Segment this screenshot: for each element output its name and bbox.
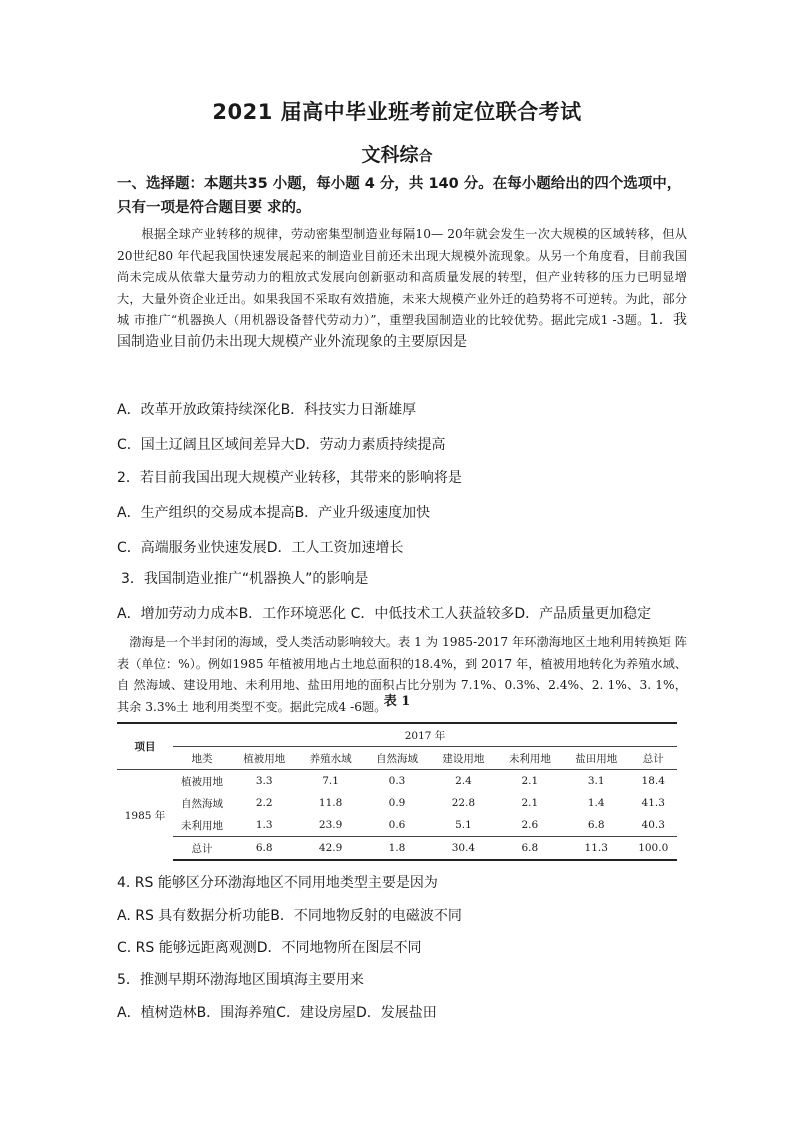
q2-options-row-1: A．生产组织的交易成本提高B．产业升级速度加快 <box>117 505 431 521</box>
table-cell: 11.8 <box>318 797 343 809</box>
q2-options-row-2: C．高端服务业快速发展D．工人工资加速增长 <box>117 540 404 556</box>
table-cell: 18.4 <box>629 770 677 793</box>
table-cell: 40.3 <box>641 819 665 831</box>
table-cell: 1.3 <box>255 819 273 831</box>
passage-1 <box>117 224 687 353</box>
table-row <box>117 814 677 837</box>
table-cell: 7.1 <box>297 770 363 793</box>
year-1985-label: 1985 年 <box>117 770 173 861</box>
table-cell: 6.8 <box>587 819 605 831</box>
exam-title: 2021 届高中毕业班考前定位联合考试 <box>212 100 582 124</box>
table-cell: 3.3 <box>231 770 297 793</box>
exam-subject <box>0 140 794 167</box>
question-5-stem: 5．推测早期环渤海地区围填海主要用来 <box>117 972 364 988</box>
year-2017-header: 2017 年 <box>173 723 677 747</box>
row-label: 自然海域 <box>181 797 223 810</box>
column-header: 总计 <box>629 747 677 770</box>
passage-2: 渤海是一个半封闭的海域，受人类活动影响较大。表 1 为 1985-2017 年环渤海地区土地利用转换矩 阵表（单位：%）。例如1985 年植被用地占土地总面积的18.4%，到 2017 年，植被用地转化为养殖水域、自 然海域、建设用地、未利用地、盐田用地的面积占比分别为 7.1%、0.3%、2.4%、2. 1%、3. 1%，其余 3.3%土 地利用类型不变。据此完成4 -6题。 <box>117 635 687 714</box>
q1-options-row-2: C．国土辽阔且区域间差异大D．劳动力素质持续提高 <box>117 437 446 453</box>
question-2-stem: 2．若目前我国出现大规模产业转移，其带来的影响将是 <box>117 470 462 486</box>
landtype-header: 地类 <box>173 747 231 770</box>
q1-options-row-1: A．改革开放政策持续深化B．科技实力日渐雄厚 <box>117 402 417 418</box>
q4-options-row-1: A. RS 具有数据分析功能B．不同地物反射的电磁波不同 <box>117 908 462 924</box>
table-row <box>117 792 677 814</box>
table-cell: 11.3 <box>563 837 629 861</box>
table-cell: 5.1 <box>455 819 472 831</box>
table-cell: 30.4 <box>430 837 496 861</box>
column-header: 盐田用地 <box>563 747 629 770</box>
subject-tail: 合 <box>418 149 433 165</box>
table-cell: 2.2 <box>255 797 273 809</box>
table-cell: 1.4 <box>587 797 605 809</box>
row-label: 植被用地 <box>173 770 231 793</box>
table-corner-cell: 项目 <box>117 723 173 770</box>
land-use-transfer-table <box>117 722 677 861</box>
question-4-stem: 4. RS 能够区分环渤海地区不同用地类型主要是因为 <box>117 875 438 891</box>
row-label: 总计 <box>173 837 231 861</box>
column-header: 植被用地 <box>231 747 297 770</box>
q4-options-row-2: C. RS 能够远距离观测D．不同地物所在图层不同 <box>117 940 422 956</box>
table-cell: 2.1 <box>521 797 539 809</box>
table-cell: 6.8 <box>497 837 563 861</box>
column-header: 自然海域 <box>364 747 430 770</box>
table-cell: 1.8 <box>364 837 430 861</box>
table-cell: 42.9 <box>297 837 363 861</box>
column-header: 建设用地 <box>430 747 496 770</box>
question-3-stem: 3．我国制造业推广“机器换人”的影响是 <box>121 571 369 587</box>
row-label: 未利用地 <box>181 819 223 832</box>
table-row <box>117 770 677 793</box>
table-cell: 41.3 <box>641 797 665 809</box>
column-header: 养殖水域 <box>297 747 363 770</box>
section-instructions: 一、选择题：本题共35 小题，每小题 4 分，共 140 分。在每小题给出的四个选项中，只有一项是符合题目要 求的。 <box>117 176 682 216</box>
table-cell: 2.6 <box>521 819 539 831</box>
table-cell: 0.6 <box>388 819 406 831</box>
q5-options: A．植树造林B．围海养殖C．建设房屋D．发展盐田 <box>117 1005 437 1021</box>
table-cell: 23.9 <box>318 819 343 831</box>
table-header-column-row <box>117 747 677 770</box>
table-cell: 2.1 <box>497 770 563 793</box>
table-cell: 6.8 <box>231 837 297 861</box>
table-cell: 3.1 <box>563 770 629 793</box>
table-cell: 0.3 <box>364 770 430 793</box>
question-1-stem: 1．我国制造业目前仍未出现大规模产业外流现象的主要原因是 <box>117 312 687 350</box>
table-caption: 表 1 <box>383 694 411 709</box>
passage-1-text: 根据全球产业转移的规律，劳动密集型制造业每隔10— 20年就会发生一次大规模的区域转移，但从 20世纪80 年代起我国快速发展起来的制造业目前还未出现大规模外流现象。从另一个角度看，目前我国 尚未完成从依靠大量劳动力的粗放式发展向创新驱动和高质量发展的转型，但产业转移的压力已明显增 大，大量外资企业迁出。如果我国不采取有效措施，未来大规模产业外迁的趋势将不可逆转。为此，部分城 市推广“机器换人（用机器设备替代劳动力）”，重塑我国制造业的比较优势。据此完成1 -3题。 <box>117 227 687 327</box>
q3-options: A．增加劳动力成本B．工作环境恶化 C．中低技术工人获益较多D．产品质量更加稳定 <box>117 606 652 622</box>
table-cell: 22.8 <box>451 797 476 809</box>
subject-main: 文科综 <box>361 144 419 166</box>
table-total-row <box>117 837 677 861</box>
table-cell: 0.9 <box>388 797 406 809</box>
table-cell: 2.4 <box>430 770 496 793</box>
table-header-year-row <box>117 723 677 747</box>
table-cell: 100.0 <box>629 837 677 861</box>
column-header: 未利用地 <box>497 747 563 770</box>
